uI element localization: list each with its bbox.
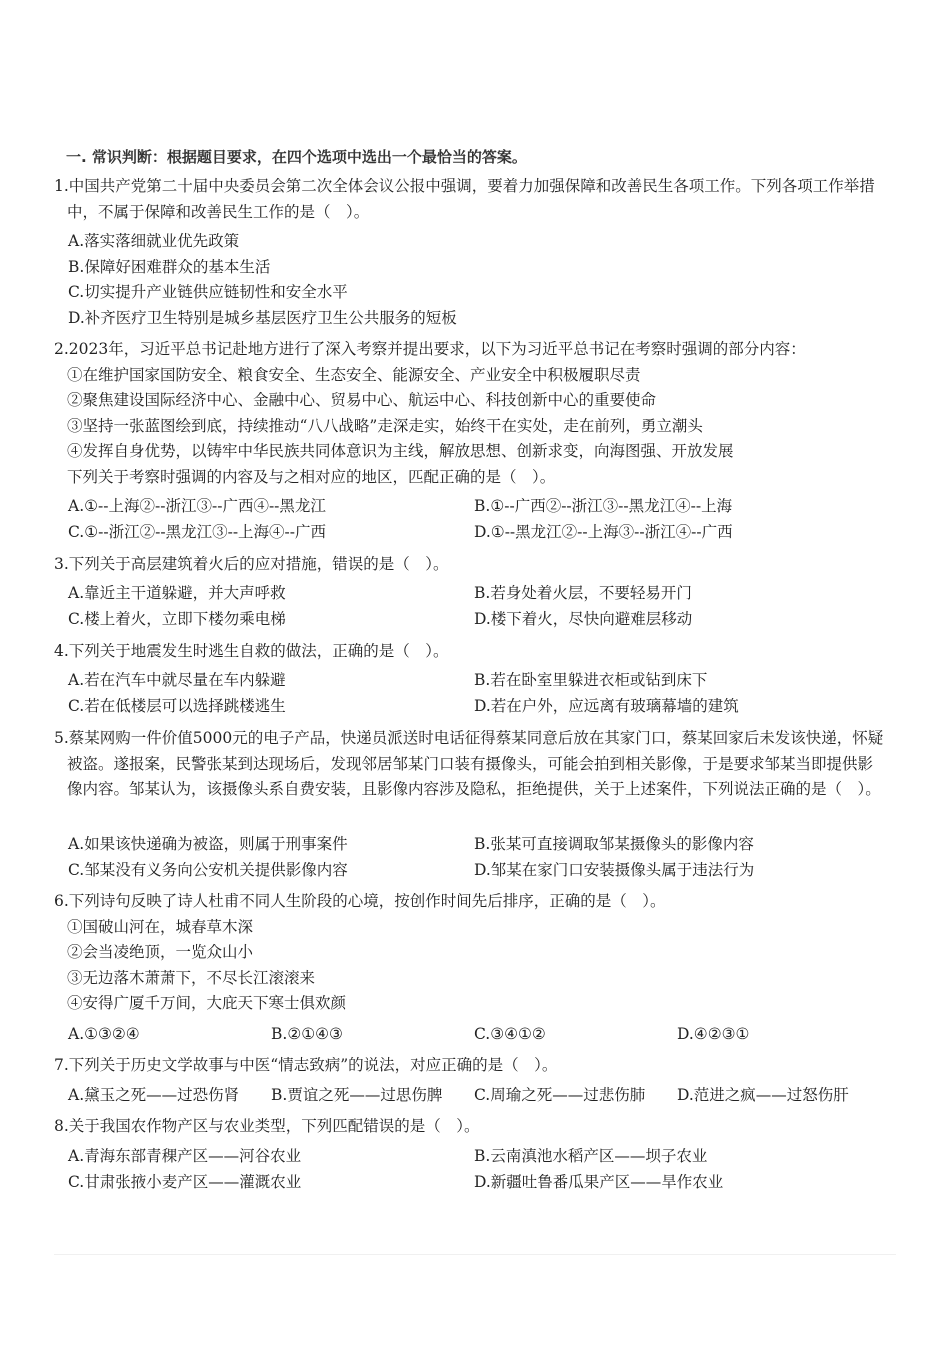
option-b[interactable]: B.若在卧室里躲进衣柜或钻到床下 (474, 671, 708, 689)
question-8-options (68, 1144, 888, 1196)
statement-item: ④发挥自身优势，以铸牢中华民族共同体意识为主线，解放思想、创新求变，向海图强、开放发展 (67, 442, 734, 460)
question-stem: 1.中国共产党第二十届中央委员会第二次全体会议公报中强调，要着力加强保障和改善民生各项工作。下列各项工作举措中，不属于保障和改善民生工作的是（ ）。 (54, 177, 875, 221)
statement-item: ①在维护国家国防安全、粮食安全、生态安全、能源安全、产业安全中积极履职尽责 (67, 365, 641, 384)
option-b[interactable]: B.②①④③ (271, 1025, 343, 1043)
statement-item: ③坚持一张蓝图绘到底，持续推动“八八战略”走深走实，始终干在实处，走在前列，勇立潮头 (67, 416, 703, 435)
option-d[interactable]: D.范进之疯——过怒伤肝 (677, 1086, 849, 1104)
question-6 (54, 889, 884, 1017)
option-c[interactable]: C.周瑜之死——过悲伤肺 (474, 1086, 646, 1104)
statement-item: ②聚焦建设国际经济中心、金融中心、贸易中心、航运中心、科技创新中心的重要使命 (67, 391, 657, 409)
question-4-options (68, 668, 888, 720)
option-a[interactable]: A.①③②④ (68, 1025, 140, 1043)
question-stem: 3.下列关于高层建筑着火后的应对措施，错误的是（ ）。 (54, 555, 449, 573)
option-c[interactable]: C.③④①② (474, 1025, 546, 1043)
option-b[interactable]: B.贾谊之死——过思伤脾 (271, 1086, 443, 1104)
poem-line: ③无边落木萧萧下，不尽长江滚滚来 (67, 968, 316, 987)
option-c[interactable]: C.若在低楼层可以选择跳楼逃生 (68, 697, 286, 715)
option-b[interactable]: B.若身处着火层，不要轻易开门 (474, 584, 692, 602)
option-c[interactable]: C.①--浙江②--黑龙江③--上海④--广西 (68, 523, 327, 541)
option-c[interactable]: C.切实提升产业链供应链韧性和安全水平 (68, 283, 348, 301)
question-stem: 4.下列关于地震发生时逃生自救的做法，正确的是（ ）。 (54, 642, 449, 660)
option-b[interactable]: B.①--广西②--浙江③--黑龙江④--上海 (474, 497, 733, 515)
page-divider (54, 1254, 896, 1255)
question-7 (54, 1053, 884, 1079)
option-a[interactable]: A.①--上海②--浙江③--广西④--黑龙江 (68, 497, 326, 515)
option-b[interactable]: B.云南滇池水稻产区——坝子农业 (474, 1147, 708, 1165)
option-c[interactable]: C.甘肃张掖小麦产区——灌溉农业 (68, 1173, 302, 1191)
option-d[interactable]: D.①--黑龙江②--上海③--浙江④--广西 (474, 523, 733, 541)
option-b[interactable]: B.保障好困难群众的基本生活 (68, 257, 271, 276)
poem-line: ②会当凌绝顶，一览众山小 (67, 943, 254, 961)
question-2 (54, 337, 884, 490)
option-a[interactable]: A.如果该快递确为被盗，则属于刑事案件 (68, 835, 348, 853)
question-2-options (68, 494, 888, 546)
option-a[interactable]: A.靠近主干道躲避，并大声呼救 (68, 584, 286, 602)
question-5-options (68, 832, 888, 884)
question-prompt: 下列关于考察时强调的内容及与之相对应的地区，匹配正确的是（ ）。 (67, 467, 556, 486)
option-d[interactable]: D.新疆吐鲁番瓜果产区——旱作农业 (474, 1173, 724, 1191)
question-stem: 5.蔡某网购一件价值5000元的电子产品，快递员派送时电话征得蔡某同意后放在其家门口，蔡某回家后未发该快递，怀疑被盗。遂报案，民警张某到达现场后，发现邻居邹某门口装有摄像头，可能会拍到相关影像，于是要求邹某当即提供影像内容。邹某认为，该摄像头系自费安装，且影像内容涉及隐私，拒绝提供，关于上述案件，下列说法正确的是（ ）。 (54, 729, 884, 798)
option-d[interactable]: D.楼下着火，尽快向避难层移动 (474, 610, 693, 628)
question-stem: 7.下列关于历史文学故事与中医“情志致病”的说法，对应正确的是（ ）。 (54, 1056, 558, 1074)
option-a[interactable]: A.黛玉之死——过恐伤肾 (68, 1086, 240, 1104)
option-d[interactable]: D.若在户外，应远离有玻璃幕墙的建筑 (474, 697, 739, 715)
option-a[interactable]: A.青海东部青稞产区——河谷农业 (68, 1147, 302, 1165)
option-c[interactable]: C.邹某没有义务向公安机关提供影像内容 (68, 861, 348, 879)
option-d[interactable]: D.补齐医疗卫生特别是城乡基层医疗卫生公共服务的短板 (68, 308, 457, 327)
question-stem: 2.2023年，习近平总书记赴地方进行了深入考察并提出要求，以下为习近平总书记在考察时强调的部分内容： (54, 340, 806, 358)
option-d[interactable]: D.邹某在家门口安装摄像头属于违法行为 (474, 861, 755, 879)
question-3-options (68, 581, 888, 633)
poem-line: ①国破山河在，城春草木深 (67, 917, 254, 936)
section-title: 一. 常识判断：根据题目要求，在四个选项中选出一个最恰当的答案。 (66, 148, 527, 166)
question-7-options (68, 1083, 888, 1109)
question-stem: 8.关于我国农作物产区与农业类型，下列匹配错误的是（ ）。 (54, 1117, 480, 1135)
question-3 (54, 552, 884, 578)
question-1-options (68, 229, 888, 331)
poem-line: ④安得广厦千万间，大庇天下寒士俱欢颜 (67, 994, 347, 1012)
option-a[interactable]: A.落实落细就业优先政策 (68, 232, 240, 250)
option-c[interactable]: C.楼上着火，立即下楼勿乘电梯 (68, 610, 286, 628)
question-6-options (68, 1022, 888, 1048)
question-4 (54, 639, 884, 665)
question-1 (54, 174, 884, 225)
question-stem: 6.下列诗句反映了诗人杜甫不同人生阶段的心境，按创作时间先后排序，正确的是（ ）。 (54, 892, 666, 910)
question-8 (54, 1114, 884, 1140)
option-b[interactable]: B.张某可直接调取邹某摄像头的影像内容 (474, 835, 754, 853)
option-a[interactable]: A.若在汽车中就尽量在车内躲避 (68, 671, 286, 689)
option-d[interactable]: D.④②③① (677, 1025, 750, 1043)
question-5 (54, 726, 884, 803)
